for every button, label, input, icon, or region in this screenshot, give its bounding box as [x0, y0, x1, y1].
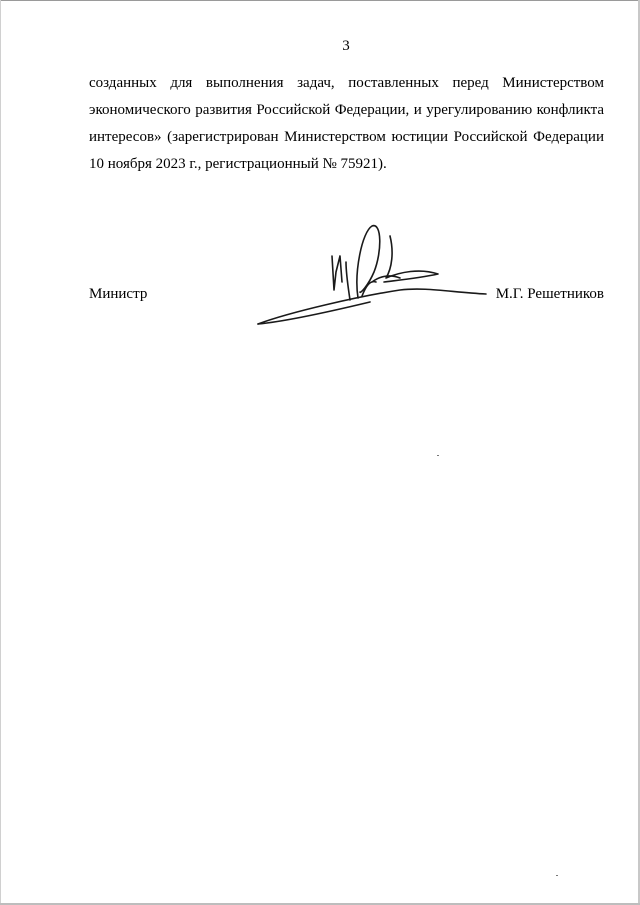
handwritten-signature — [250, 212, 490, 342]
body-line: 10 ноября 2023 г., регистрационный № 75921). — [89, 156, 387, 172]
body-line: интересов» (зарегистрирован Министерством юстиции Российской Федерации — [89, 129, 604, 145]
position-title: Министр — [89, 286, 148, 302]
page-number: 3 — [342, 38, 350, 54]
scan-speck — [437, 455, 439, 456]
body-line: созданных для выполнения задач, поставленных перед Министерством — [89, 75, 604, 91]
scan-speck — [556, 875, 558, 876]
scan-edge-left — [0, 0, 1, 905]
body-line: экономического развития Российской Федерации, и урегулированию конфликта — [89, 102, 604, 118]
signatory-name: М.Г. Решетников — [495, 286, 604, 302]
body-paragraph — [89, 70, 604, 178]
scan-edge-top — [0, 0, 640, 1]
